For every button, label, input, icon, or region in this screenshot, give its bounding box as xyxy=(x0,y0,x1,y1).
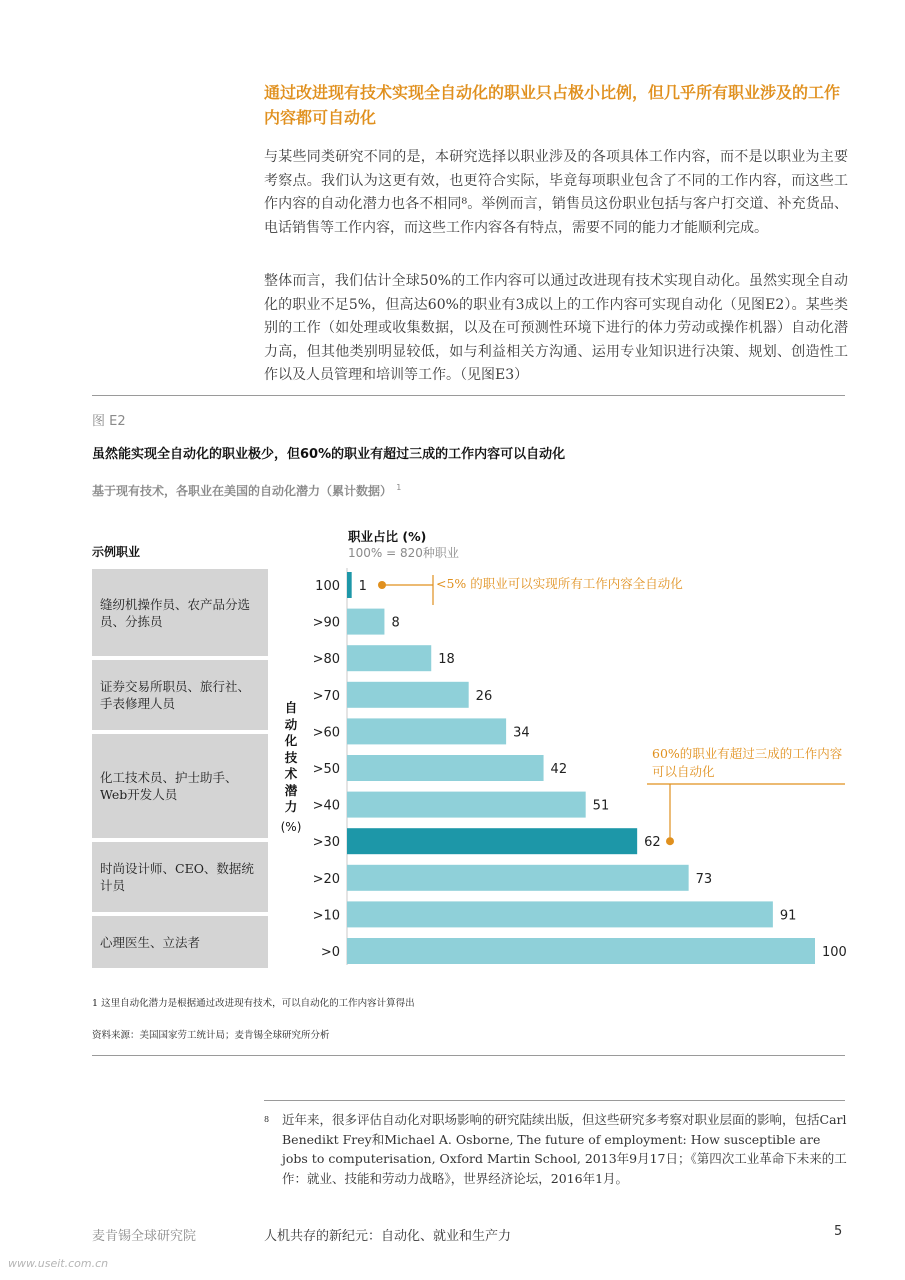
bar-value-label: 42 xyxy=(550,762,568,777)
bar-9 xyxy=(347,901,773,927)
y-tick-label: >60 xyxy=(312,725,340,741)
bar-value-label: 100 xyxy=(822,945,847,960)
figure-footnote: 1 这里自动化潜力是根据通过改进现有技术，可以自动化的工作内容计算得出 xyxy=(92,998,415,1009)
footer-report-title: 人机共存的新纪元：自动化、就业和生产力 xyxy=(264,1229,512,1244)
page-footnote xyxy=(264,1110,848,1188)
bar-value-label: 1 xyxy=(358,579,367,594)
bar-2 xyxy=(347,645,431,671)
divider-top xyxy=(92,395,845,396)
y-tick-label: >10 xyxy=(312,908,340,924)
figure-subtitle xyxy=(92,482,401,499)
y-tick-label: >30 xyxy=(312,835,340,851)
y-axis-unit: (%) xyxy=(280,820,302,834)
occupation-group-2: 证券交易所职员、旅行社、手表修理人员 xyxy=(92,660,268,730)
body-paragraph-2: 整体而言，我们估计全球50%的工作内容可以通过改进现有技术实现自动化。虽然实现全自动化的职业不足5%，但高达60%的职业有3成以上的工作内容可实现自动化（见图E2）。某些类别的工作（如处理或收集数据，以及在可预测性环境下进行的体力劳动或操作机器）自动化潜力高，但其他类别明显较低，如与利益相关方沟通、运用专业知识进行决策、规划、创造性工作以及人员管理和培训等工作。（见图E3） xyxy=(264,273,848,383)
bar-value-label: 73 xyxy=(695,871,713,887)
bar-value-label: 26 xyxy=(475,688,493,704)
bar-8 xyxy=(347,865,689,891)
footnote-mark: 8 xyxy=(264,1115,270,1124)
share-axis-subtitle: 100% = 820种职业 xyxy=(348,546,459,560)
bar-10 xyxy=(347,938,815,964)
occupation-group-5: 心理医生、立法者 xyxy=(92,916,268,968)
figure-number: 图 E2 xyxy=(92,414,126,429)
occupation-group-3: 化工技术员、护士助手、Web开发人员 xyxy=(92,734,268,838)
bar-value-label: 51 xyxy=(592,798,610,814)
bar-6 xyxy=(347,792,586,818)
footnote-text: 近年来，很多评估自动化对职场影响的研究陆续出版，但这些研究多考察对职业层面的影响，包括Carl Benedikt Frey和Michael A. Osborne, The future of employment: How susceptible are jobs to computerisation, Oxford Martin School, 2013年9月17日；《第四次工业革命下未来的工作：就业、技能和劳动力战略》，世界经济论坛，2016年1月。 xyxy=(282,1112,847,1186)
bar-4 xyxy=(347,718,506,744)
bar-value-label: 62 xyxy=(644,835,661,851)
divider-bottom xyxy=(92,1055,845,1056)
bar-value-label: 34 xyxy=(513,725,530,741)
bar-1 xyxy=(347,609,384,635)
y-tick-label: >40 xyxy=(312,798,340,814)
figure-subtitle-text: 基于现有技术，各职业在美国的自动化潜力（累计数据） xyxy=(92,484,393,498)
y-tick-label: >20 xyxy=(312,871,340,887)
y-tick-label: >80 xyxy=(312,652,340,668)
bar-value-label: 91 xyxy=(779,908,797,924)
figure-subtitle-note: 1 xyxy=(396,483,402,492)
y-tick-label: >70 xyxy=(312,688,340,704)
body-paragraph-1: 与某些同类研究不同的是，本研究选择以职业涉及的各项具体工作内容，而不是以职业为主要考察点。我们认为这更有效，也更符合实际，毕竟每项职业包含了不同的工作内容，而这些工作内容的自动化潜力也各不相同⁸。举例而言，销售员这份职业包括与客户打交道、补充货品、电话销售等工作内容，而这些工作内容各有特点，需要不同的能力才能顺利完成。 xyxy=(264,149,848,236)
figure-source: 资料来源：美国国家劳工统计局；麦肯锡全球研究所分析 xyxy=(92,1030,330,1041)
bar-7 xyxy=(347,828,637,854)
y-axis-label: 自动化技术潜力 xyxy=(284,700,298,814)
annotation-full-automation: <5% 的职业可以实现所有工作内容全自动化 xyxy=(436,576,683,591)
annotation-sixty-percent: 60%的职业有超过三成的工作内容可以自动化 xyxy=(652,746,843,779)
y-tick-label: >50 xyxy=(312,762,340,777)
bar-value-label: 8 xyxy=(391,615,400,631)
occupations-header: 示例职业 xyxy=(92,545,141,559)
bar-0 xyxy=(347,572,352,598)
footnote-divider xyxy=(264,1100,845,1101)
annotation-2-dot xyxy=(666,837,674,845)
figure-title: 虽然能实现全自动化的职业极少，但60%的职业有超过三成的工作内容可以自动化 xyxy=(92,447,566,462)
occupation-group-4: 时尚设计师、CEO、数据统计员 xyxy=(92,842,268,912)
footer-publisher: 麦肯锡全球研究院 xyxy=(92,1229,197,1244)
bar-3 xyxy=(347,682,469,708)
watermark: www.useit.com.cn xyxy=(8,1257,109,1270)
y-tick-label: 100 xyxy=(315,579,340,594)
bar-5 xyxy=(347,755,544,781)
occupation-group-1: 缝纫机操作员、农产品分选员、分拣员 xyxy=(92,569,268,656)
y-tick-label: >0 xyxy=(320,945,340,960)
bar-value-label: 18 xyxy=(438,652,455,668)
share-axis-title: 职业占比 (%) xyxy=(348,529,427,544)
annotation-1-dot xyxy=(378,581,386,589)
section-heading: 通过改进现有技术实现全自动化的职业只占极小比例，但几乎所有职业涉及的工作内容都可自动化 xyxy=(264,83,841,127)
y-tick-label: >90 xyxy=(312,615,340,631)
page-number: 5 xyxy=(834,1224,843,1239)
